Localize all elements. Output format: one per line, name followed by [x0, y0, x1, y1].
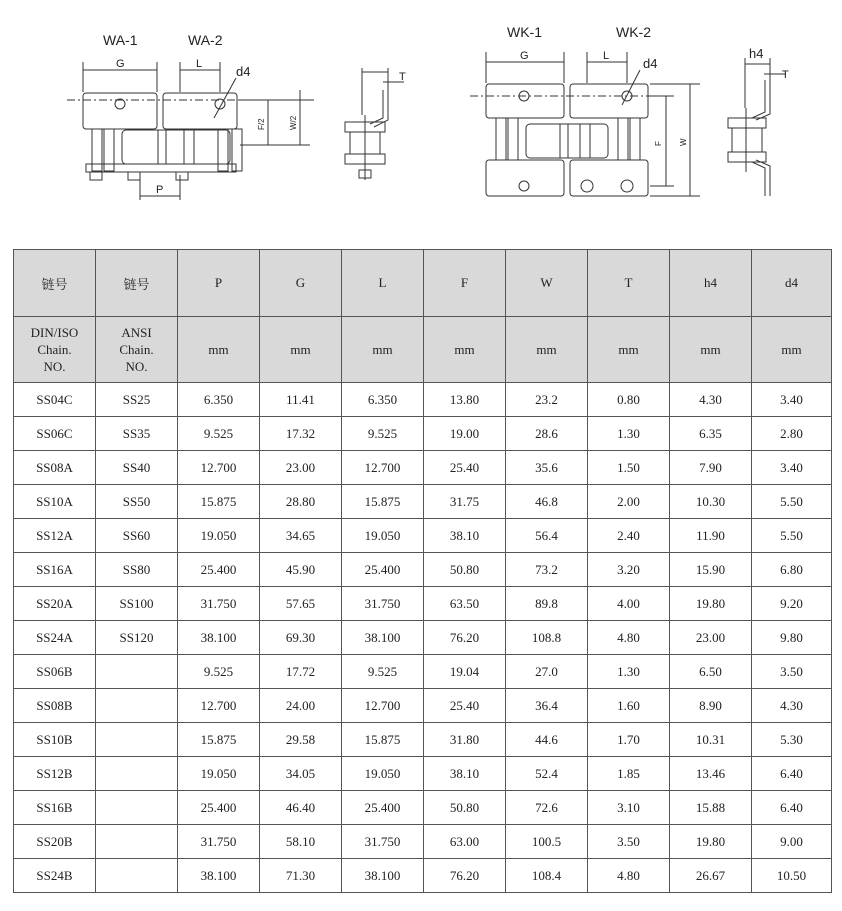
cell-h4: 19.80 — [670, 825, 752, 859]
dim-g-label: G — [116, 58, 125, 70]
wk-side-view — [728, 58, 786, 196]
table-row — [14, 519, 832, 553]
table-row — [14, 451, 832, 485]
wk-dim-l-label: L — [603, 50, 610, 62]
table-row — [14, 825, 832, 859]
cell-din-iso-no: SS12B — [14, 757, 96, 791]
dim-w-half-label: W/2 — [289, 115, 298, 130]
cell-p: 19.050 — [178, 757, 260, 791]
cell-p: 9.525 — [178, 655, 260, 689]
wk-dim-d4-label: d4 — [643, 56, 658, 71]
cell-t: 3.20 — [588, 553, 670, 587]
cell-f: 50.80 — [424, 791, 506, 825]
wk-dim-f-label: F — [654, 141, 663, 146]
col1-en-line-2: Chain. — [37, 342, 72, 357]
param-header-f: F — [424, 250, 506, 317]
cell-p: 15.875 — [178, 485, 260, 519]
cell-l: 38.100 — [342, 859, 424, 893]
cell-f: 38.10 — [424, 757, 506, 791]
cell-f: 76.20 — [424, 621, 506, 655]
cell-t: 4.80 — [588, 859, 670, 893]
table-row — [14, 621, 832, 655]
cell-l: 31.750 — [342, 587, 424, 621]
unit-header: mm — [178, 317, 260, 383]
table-row — [14, 587, 832, 621]
table-row — [14, 553, 832, 587]
cell-t: 1.85 — [588, 757, 670, 791]
cell-din-iso-no: SS20A — [14, 587, 96, 621]
table-row — [14, 859, 832, 893]
cell-t: 1.70 — [588, 723, 670, 757]
cell-p: 25.400 — [178, 791, 260, 825]
cell-din-iso-no: SS06B — [14, 655, 96, 689]
cell-d4: 9.20 — [752, 587, 832, 621]
dim-l-label: L — [196, 58, 203, 70]
cell-g: 23.00 — [260, 451, 342, 485]
col2-en-line-3: NO. — [125, 359, 148, 374]
cell-h4: 26.67 — [670, 859, 752, 893]
table-row — [14, 791, 832, 825]
cell-ansi-no: SS80 — [96, 553, 178, 587]
cell-g: 24.00 — [260, 689, 342, 723]
dim-t-label-wa: T — [399, 71, 406, 83]
cell-g: 34.05 — [260, 757, 342, 791]
cell-h4: 15.90 — [670, 553, 752, 587]
cell-d4: 3.50 — [752, 655, 832, 689]
cell-l: 12.700 — [342, 689, 424, 723]
cell-d4: 5.30 — [752, 723, 832, 757]
cell-din-iso-no: SS24B — [14, 859, 96, 893]
cell-w: 23.2 — [506, 383, 588, 417]
cell-g: 58.10 — [260, 825, 342, 859]
cell-f: 63.00 — [424, 825, 506, 859]
param-header-t: T — [588, 250, 670, 317]
cell-din-iso-no: SS08B — [14, 689, 96, 723]
cell-f: 63.50 — [424, 587, 506, 621]
wa-side-view — [345, 68, 404, 180]
cell-t: 2.40 — [588, 519, 670, 553]
cell-ansi-no — [96, 655, 178, 689]
col1-en-line-1: DIN/ISO — [30, 325, 79, 340]
cell-h4: 23.00 — [670, 621, 752, 655]
cell-w: 56.4 — [506, 519, 588, 553]
unit-header: mm — [670, 317, 752, 383]
cell-h4: 10.31 — [670, 723, 752, 757]
cell-p: 38.100 — [178, 621, 260, 655]
cell-f: 19.00 — [424, 417, 506, 451]
cell-p: 31.750 — [178, 587, 260, 621]
dim-p-label: P — [156, 184, 164, 196]
cell-g: 46.40 — [260, 791, 342, 825]
param-header-l: L — [342, 250, 424, 317]
cell-d4: 4.30 — [752, 689, 832, 723]
cell-ansi-no: SS25 — [96, 383, 178, 417]
dim-h4-label: h4 — [749, 46, 764, 61]
cell-ansi-no: SS120 — [96, 621, 178, 655]
cell-f: 25.40 — [424, 689, 506, 723]
cell-g: 57.65 — [260, 587, 342, 621]
unit-header: mm — [260, 317, 342, 383]
cell-h4: 10.30 — [670, 485, 752, 519]
cell-d4: 5.50 — [752, 485, 832, 519]
param-header-p: P — [178, 250, 260, 317]
cell-t: 0.80 — [588, 383, 670, 417]
cell-d4: 6.40 — [752, 791, 832, 825]
cell-f: 25.40 — [424, 451, 506, 485]
col1-cn-header: 链号 — [14, 250, 96, 317]
attachment-diagram — [0, 0, 842, 230]
cell-ansi-no: SS35 — [96, 417, 178, 451]
cell-p: 38.100 — [178, 859, 260, 893]
cell-d4: 9.80 — [752, 621, 832, 655]
unit-header: mm — [424, 317, 506, 383]
dim-f-half-label: F/2 — [257, 118, 266, 130]
wk-dim-w-label: W — [679, 138, 688, 146]
cell-l: 38.100 — [342, 621, 424, 655]
cell-ansi-no: SS100 — [96, 587, 178, 621]
cell-f: 50.80 — [424, 553, 506, 587]
table-row — [14, 655, 832, 689]
wa-front-view — [67, 62, 314, 200]
chain-spec-table — [13, 249, 832, 893]
col1-en-line-3: NO. — [43, 359, 66, 374]
header-row-units — [14, 317, 832, 383]
cell-f: 13.80 — [424, 383, 506, 417]
cell-din-iso-no: SS20B — [14, 825, 96, 859]
cell-din-iso-no: SS16B — [14, 791, 96, 825]
cell-l: 12.700 — [342, 451, 424, 485]
cell-din-iso-no: SS10B — [14, 723, 96, 757]
cell-p: 12.700 — [178, 689, 260, 723]
cell-ansi-no — [96, 859, 178, 893]
cell-w: 108.8 — [506, 621, 588, 655]
cell-h4: 13.46 — [670, 757, 752, 791]
cell-t: 2.00 — [588, 485, 670, 519]
col1-en-header — [14, 317, 96, 383]
cell-din-iso-no: SS10A — [14, 485, 96, 519]
cell-din-iso-no: SS04C — [14, 383, 96, 417]
param-header-h4: h4 — [670, 250, 752, 317]
cell-d4: 6.80 — [752, 553, 832, 587]
table-row — [14, 689, 832, 723]
col2-en-header — [96, 317, 178, 383]
cell-f: 38.10 — [424, 519, 506, 553]
header-row-params — [14, 250, 832, 317]
cell-ansi-no — [96, 757, 178, 791]
cell-w: 35.6 — [506, 451, 588, 485]
cell-ansi-no: SS40 — [96, 451, 178, 485]
wk2-label: WK-2 — [616, 24, 651, 40]
cell-g: 17.32 — [260, 417, 342, 451]
dim-d4-label: d4 — [236, 64, 251, 79]
cell-g: 45.90 — [260, 553, 342, 587]
param-header-g: G — [260, 250, 342, 317]
cell-l: 6.350 — [342, 383, 424, 417]
cell-ansi-no: SS60 — [96, 519, 178, 553]
cell-w: 36.4 — [506, 689, 588, 723]
cell-p: 12.700 — [178, 451, 260, 485]
cell-l: 25.400 — [342, 553, 424, 587]
cell-w: 46.8 — [506, 485, 588, 519]
cell-l: 25.400 — [342, 791, 424, 825]
cell-g: 29.58 — [260, 723, 342, 757]
cell-t: 3.50 — [588, 825, 670, 859]
param-header-d4: d4 — [752, 250, 832, 317]
cell-d4: 5.50 — [752, 519, 832, 553]
col2-en-line-2: Chain. — [119, 342, 154, 357]
cell-f: 76.20 — [424, 859, 506, 893]
table-row — [14, 757, 832, 791]
cell-w: 73.2 — [506, 553, 588, 587]
cell-d4: 6.40 — [752, 757, 832, 791]
cell-l: 19.050 — [342, 519, 424, 553]
cell-f: 19.04 — [424, 655, 506, 689]
cell-g: 69.30 — [260, 621, 342, 655]
cell-h4: 15.88 — [670, 791, 752, 825]
cell-w: 28.6 — [506, 417, 588, 451]
cell-h4: 4.30 — [670, 383, 752, 417]
cell-ansi-no — [96, 723, 178, 757]
table-row — [14, 485, 832, 519]
cell-ansi-no — [96, 825, 178, 859]
cell-w: 72.6 — [506, 791, 588, 825]
cell-t: 1.60 — [588, 689, 670, 723]
cell-t: 1.50 — [588, 451, 670, 485]
cell-p: 6.350 — [178, 383, 260, 417]
cell-h4: 7.90 — [670, 451, 752, 485]
cell-g: 71.30 — [260, 859, 342, 893]
cell-p: 9.525 — [178, 417, 260, 451]
cell-p: 19.050 — [178, 519, 260, 553]
cell-w: 89.8 — [506, 587, 588, 621]
cell-l: 15.875 — [342, 723, 424, 757]
cell-din-iso-no: SS12A — [14, 519, 96, 553]
dim-t-label-wk: T — [782, 69, 789, 81]
cell-h4: 6.35 — [670, 417, 752, 451]
unit-header: mm — [506, 317, 588, 383]
cell-l: 15.875 — [342, 485, 424, 519]
cell-t: 3.10 — [588, 791, 670, 825]
cell-ansi-no: SS50 — [96, 485, 178, 519]
cell-l: 9.525 — [342, 655, 424, 689]
cell-p: 31.750 — [178, 825, 260, 859]
unit-header: mm — [752, 317, 832, 383]
wk-front-view — [470, 52, 700, 196]
cell-h4: 19.80 — [670, 587, 752, 621]
cell-din-iso-no: SS06C — [14, 417, 96, 451]
wk1-label: WK-1 — [507, 24, 542, 40]
cell-d4: 3.40 — [752, 451, 832, 485]
cell-p: 25.400 — [178, 553, 260, 587]
wa2-label: WA-2 — [188, 32, 223, 48]
cell-w: 52.4 — [506, 757, 588, 791]
cell-d4: 9.00 — [752, 825, 832, 859]
wa1-label: WA-1 — [103, 32, 138, 48]
cell-h4: 11.90 — [670, 519, 752, 553]
cell-t: 1.30 — [588, 655, 670, 689]
cell-w: 27.0 — [506, 655, 588, 689]
cell-l: 31.750 — [342, 825, 424, 859]
col2-cn-header: 链号 — [96, 250, 178, 317]
cell-ansi-no — [96, 791, 178, 825]
cell-g: 17.72 — [260, 655, 342, 689]
cell-h4: 6.50 — [670, 655, 752, 689]
cell-ansi-no — [96, 689, 178, 723]
table-row — [14, 383, 832, 417]
unit-header: mm — [588, 317, 670, 383]
cell-d4: 10.50 — [752, 859, 832, 893]
cell-din-iso-no: SS08A — [14, 451, 96, 485]
cell-din-iso-no: SS16A — [14, 553, 96, 587]
cell-g: 28.80 — [260, 485, 342, 519]
cell-w: 108.4 — [506, 859, 588, 893]
cell-p: 15.875 — [178, 723, 260, 757]
table-row — [14, 723, 832, 757]
cell-h4: 8.90 — [670, 689, 752, 723]
wk-dim-g-label: G — [520, 50, 529, 62]
cell-d4: 2.80 — [752, 417, 832, 451]
cell-g: 11.41 — [260, 383, 342, 417]
cell-l: 19.050 — [342, 757, 424, 791]
unit-header: mm — [342, 317, 424, 383]
cell-din-iso-no: SS24A — [14, 621, 96, 655]
cell-t: 4.00 — [588, 587, 670, 621]
table-row — [14, 417, 832, 451]
cell-f: 31.80 — [424, 723, 506, 757]
technical-drawings — [0, 0, 842, 230]
cell-g: 34.65 — [260, 519, 342, 553]
cell-t: 4.80 — [588, 621, 670, 655]
cell-l: 9.525 — [342, 417, 424, 451]
cell-w: 44.6 — [506, 723, 588, 757]
cell-t: 1.30 — [588, 417, 670, 451]
cell-w: 100.5 — [506, 825, 588, 859]
cell-f: 31.75 — [424, 485, 506, 519]
param-header-w: W — [506, 250, 588, 317]
col2-en-line-1: ANSI — [121, 325, 152, 340]
cell-d4: 3.40 — [752, 383, 832, 417]
